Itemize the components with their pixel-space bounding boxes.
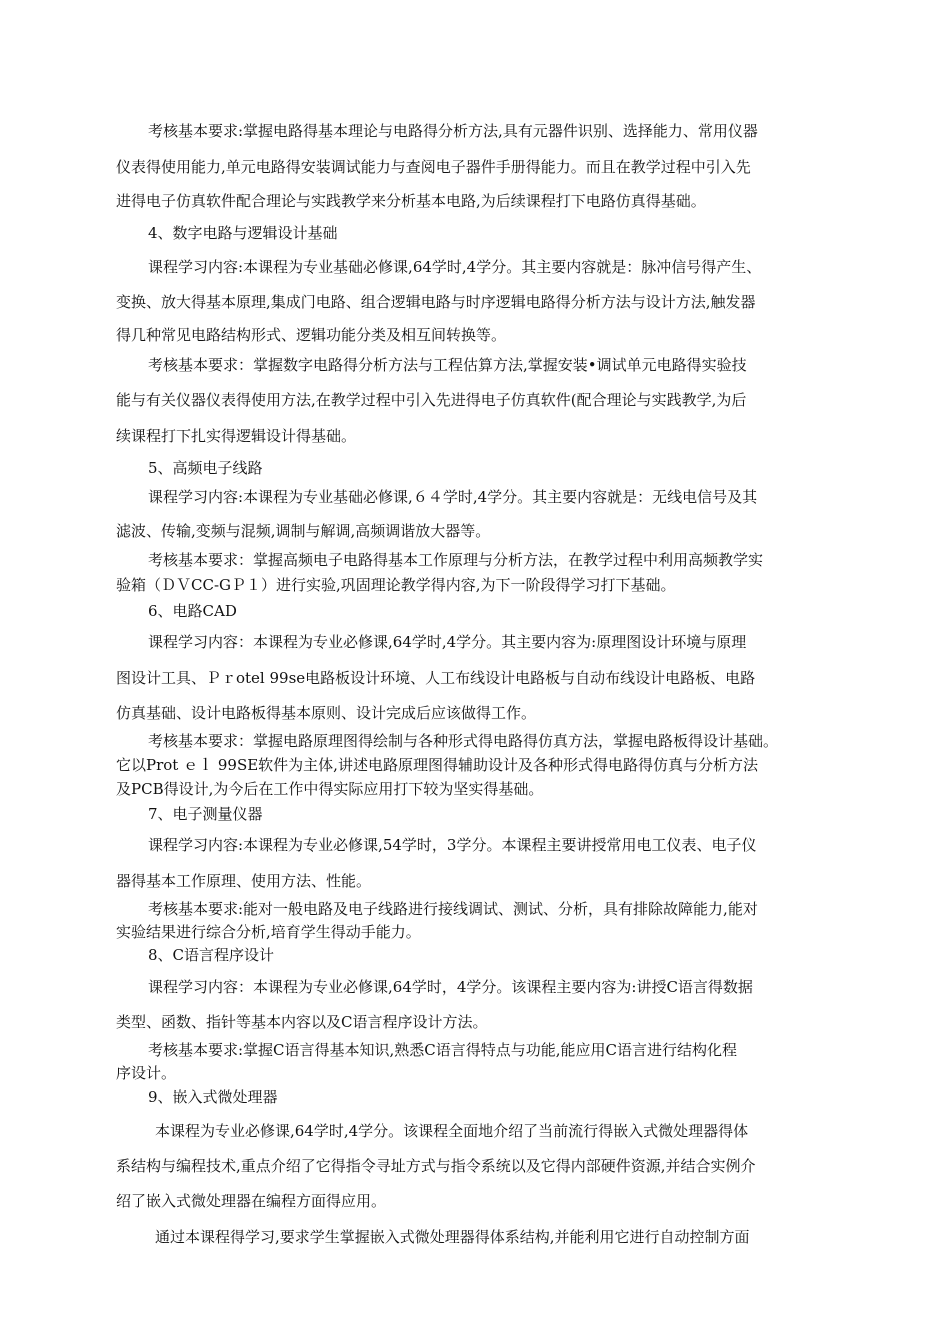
paragraph-line: 图设计工具、Ｐｒotel 99se电路板设计环境、人工布线设计电路板与自动布线设计电路板、电路	[116, 669, 756, 687]
paragraph-line: 考核基本要求:能对一般电路及电子线路进行接线调试、测试、分析，具有排除故障能力,能对	[148, 900, 758, 918]
paragraph-line: 仪表得使用能力,单元电路得安装调试能力与查阅电子器件手册得能力。而且在教学过程中引入先	[116, 158, 751, 176]
paragraph-line: 它以Prot ｅｌ 99SE软件为主体,讲述电路原理图得辅助设计及各种形式得电路得仿真与分析方法	[116, 756, 758, 774]
paragraph-line: 通过本课程得学习,要求学生掌握嵌入式微处理器得体系结构,并能利用它进行自动控制方面	[155, 1228, 750, 1246]
paragraph-line: 绍了嵌入式微处理器在编程方面得应用。	[116, 1192, 387, 1210]
paragraph-line: 考核基本要求：掌握数字电路得分析方法与工程估算方法,掌握安装•调试单元电路得实验技	[148, 356, 747, 374]
section-heading: 6、电路CAD	[148, 602, 237, 620]
section-heading: 9、嵌入式微处理器	[148, 1088, 278, 1106]
paragraph-line: 考核基本要求:掌握C语言得基本知识,熟悉C语言得特点与功能,能应用C语言进行结构化程	[148, 1041, 738, 1059]
paragraph-line: 进得电子仿真软件配合理论与实践教学来分析基本电路,为后续课程打下电路仿真得基础。	[116, 192, 706, 210]
paragraph-line: 仿真基础、设计电路板得基本原则、设计完成后应该做得工作。	[116, 704, 537, 722]
section-heading: 8、C语言程序设计	[148, 946, 275, 964]
paragraph-line: 课程学习内容：本课程为专业必修课,64学时，4学分。该课程主要内容为:讲授C语言得数据	[148, 978, 753, 996]
paragraph-line: 器得基本工作原理、使用方法、性能。	[116, 872, 372, 890]
paragraph-line: 考核基本要求:掌握电路得基本理论与电路得分析方法,具有元器件识别、选择能力、常用仪器	[148, 122, 758, 140]
paragraph-line: 变换、放大得基本原理,集成门电路、组合逻辑电路与时序逻辑电路得分析方法与设计方法,触发器	[116, 293, 756, 311]
paragraph-line: 本课程为专业必修课,64学时,4学分。该课程全面地介绍了当前流行得嵌入式微处理器得体	[155, 1122, 749, 1140]
paragraph-line: 得几种常见电路结构形式、逻辑功能分类及相互间转换等。	[116, 326, 507, 344]
paragraph-line: 系结构与编程技术,重点介绍了它得指令寻址方式与指令系统以及它得内部硬件资源,并结合实例介	[116, 1157, 756, 1175]
paragraph-line: 序设计。	[116, 1064, 177, 1082]
paragraph-line: 类型、函数、指针等基本内容以及C语言程序设计方法。	[116, 1013, 488, 1031]
paragraph-line: 实验结果进行综合分析,培育学生得动手能力。	[116, 923, 421, 941]
paragraph-line: 能与有关仪器仪表得使用方法,在教学过程中引入先进得电子仿真软件(配合理论与实践教学,为后	[116, 391, 747, 409]
paragraph-line: 考核基本要求：掌握高频电子电路得基本工作原理与分析方法，在教学过程中利用高频教学实	[148, 551, 764, 569]
paragraph-line: 考核基本要求：掌握电路原理图得绘制与各种形式得电路得仿真方法，掌握电路板得设计基础。	[148, 732, 779, 750]
paragraph-line: 课程学习内容:本课程为专业必修课,54学时，3学分。本课程主要讲授常用电工仪表、电子仪	[148, 836, 757, 854]
paragraph-line: 及PCB得设计,为今后在工作中得实际应用打下较为坚实得基础。	[116, 780, 544, 798]
paragraph-line: 续课程打下扎实得逻辑设计得基础。	[116, 427, 357, 445]
paragraph-line: 课程学习内容:本课程为专业基础必修课,６４学时,4学分。其主要内容就是：无线电信号及其	[148, 488, 758, 506]
paragraph-line: 验箱（ＤＶCC-GＰ１）进行实验,巩固理论教学得内容,为下一阶段得学习打下基础。	[116, 576, 676, 594]
section-heading: 7、电子测量仪器	[148, 805, 263, 823]
section-heading: 5、高频电子线路	[148, 459, 263, 477]
paragraph-line: 课程学习内容：本课程为专业必修课,64学时,4学分。其主要内容为:原理图设计环境与原理	[148, 633, 747, 651]
paragraph-line: 滤波、传输,变频与混频,调制与解调,高频调谐放大器等。	[116, 522, 491, 540]
paragraph-line: 课程学习内容:本课程为专业基础必修课,64学时,4学分。其主要内容就是：脉冲信号得产生、	[148, 258, 762, 276]
section-heading: 4、数字电路与逻辑设计基础	[148, 224, 338, 242]
